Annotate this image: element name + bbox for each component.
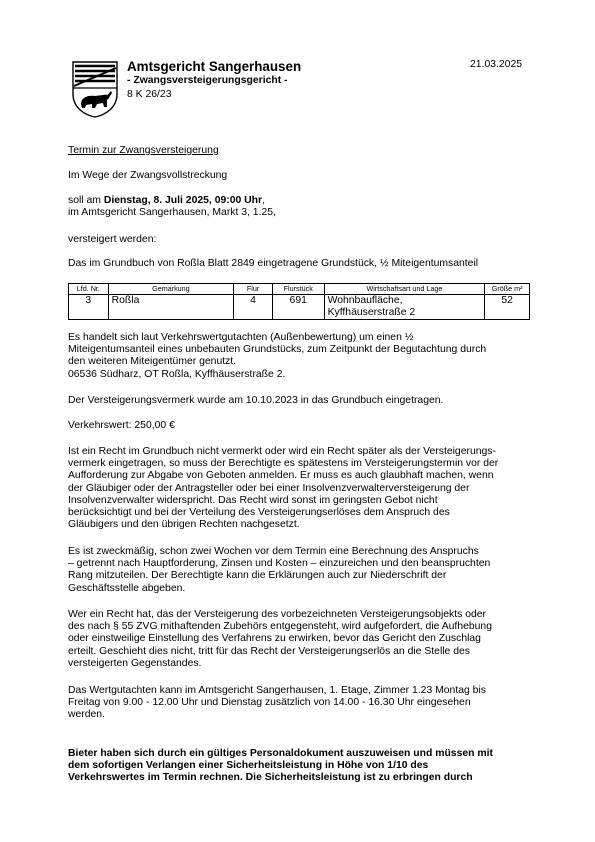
text-line: Ist ein Recht im Grundbuch nicht vermerkt oder wird ein Recht später als der Versteigerungs- bbox=[68, 446, 496, 457]
cell-lage-line-2: Kyffhäuserstraße 2 bbox=[327, 307, 416, 319]
text-line: 06536 Südharz, OT Roßla, Kyffhäuserstraße 2. bbox=[68, 368, 286, 380]
cell-flur: 4 bbox=[234, 295, 273, 320]
document-date: 21.03.2025 bbox=[470, 59, 523, 70]
document-title: Termin zur Zwangsversteigerung bbox=[68, 145, 219, 156]
court-name: Amtsgericht Sangerhausen bbox=[127, 59, 302, 74]
property-intro: Das im Grundbuch von Roßla Blatt 2849 eingetragene Grundstück, ½ Miteigentumsanteil bbox=[68, 258, 479, 269]
court-subtitle: - Zwangsversteigerungsgericht - bbox=[127, 75, 288, 86]
text-line: den weiteren Miteigentümer genutzt. bbox=[68, 356, 237, 368]
appointment-block bbox=[68, 195, 528, 219]
text-line: Geschäftsstelle abgeben. bbox=[68, 582, 186, 594]
cell-flurstueck: 691 bbox=[272, 295, 324, 320]
text-line: der Gläubiger oder der Antragsteller oder bei einer Insolvenzverwalterversteigerung der bbox=[68, 482, 470, 494]
text-line: Es handelt sich laut Verkehrswertgutachten (Außenbewertung) um einen ½ bbox=[68, 332, 414, 343]
text-line: Miteigentumsanteil eines unbebauten Grundstücks, zum Zeitpunkt der Begutachtung durch bbox=[68, 344, 487, 356]
text-line: oder einstweilige Einstellung des Verfahrens zu erwirken, bevor das Gericht den Zuschlag bbox=[68, 633, 481, 645]
header-wirtschaftsart: Wirtschaftsart und Lage bbox=[324, 284, 485, 295]
property-table bbox=[68, 283, 530, 320]
appointment-prefix: soll am bbox=[68, 195, 104, 206]
cell-wirtschaftsart bbox=[324, 295, 485, 320]
text-line: Verkehrswertes im Termin rechnen. Die Sicherheitsleistung ist zu erbringen durch bbox=[68, 772, 473, 784]
header-lfd-nr: Lfd. Nr. bbox=[69, 284, 109, 295]
text-line: Aufforderung zur Abgabe von Geboten anmelden. Er muss es auch glaubhaft machen, wenn bbox=[68, 470, 494, 482]
cell-lfd-nr: 3 bbox=[69, 295, 109, 320]
text-line: Es ist zweckmäßig, schon zwei Wochen vor dem Termin eine Berechnung des Anspruchs bbox=[68, 546, 479, 557]
paragraph-bidder-requirements bbox=[68, 748, 528, 785]
text-line: Freitag von 9.00 - 12.00 Uhr und Dienstag zusätzlich von 14.00 - 16.30 Uhr eingesehen bbox=[68, 697, 471, 709]
market-value: Verkehrswert: 250,00 € bbox=[68, 420, 175, 431]
case-number: 8 K 26/23 bbox=[127, 89, 172, 100]
header-groesse: Größe m² bbox=[485, 284, 530, 295]
text-line: Gläubigers und den übrigen Rechten nachgesetzt. bbox=[68, 519, 300, 531]
intro-text: Im Wege der Zwangsvollstreckung bbox=[68, 170, 228, 181]
text-line: Wer ein Recht hat, das der Versteigerung des vorbezeichneten Versteigerungsobjekts oder bbox=[68, 609, 486, 620]
header-flurstueck: Flurstück bbox=[272, 284, 324, 295]
text-line: – getrennt nach Hauptforderung, Zinsen und Kosten – einzureichen und den beanspruchten bbox=[68, 558, 491, 570]
text-line: werden. bbox=[68, 709, 105, 721]
appointment-date: Dienstag, 8. Juli 2025, 09:00 Uhr bbox=[103, 195, 263, 206]
cell-gemarkung: Roßla bbox=[108, 295, 234, 320]
cell-lage-line-1: Wohnbaufläche, bbox=[327, 295, 403, 306]
text-line: Bieter haben sich durch ein gültiges Personaldokument auszuweisen und müssen mit bbox=[68, 748, 493, 759]
text-line: versteigerten Gegenstandes. bbox=[68, 657, 202, 669]
text-line: Rang mitzuteilen. Der Berechtigte kann die Erklärungen auch zur Niederschrift der bbox=[68, 570, 447, 582]
auction-line: versteigert werden: bbox=[68, 234, 157, 245]
text-line: vermerk eingetragen, so muss der Berechtigte es spätestens im Versteigerungstermin vor der bbox=[68, 458, 499, 470]
text-line: dem sofortigen Verlangen einer Sicherheitsleistung in Höhe von 1/10 des bbox=[68, 760, 429, 772]
text-line: berücksichtigt und bei der Verteilung des Versteigerungserlöses dem Anspruch des bbox=[68, 507, 450, 519]
text-line: Insolvenzverwalter widerspricht. Das Recht wird sonst im geringsten Gebot nicht bbox=[68, 494, 438, 506]
table-row bbox=[69, 295, 530, 320]
text-line: erteilt. Geschieht dies nicht, tritt für das Recht der Versteigerungserlös an die Stelle des bbox=[68, 645, 470, 657]
text-line: des nach § 55 ZVG mithaftenden Zubehörs entgegensteht, wird aufgefordert, die Aufhebung bbox=[68, 621, 492, 633]
paragraph-rights-notice bbox=[68, 446, 528, 531]
text-line: Das Wertgutachten kann im Amtsgericht Sangerhausen, 1. Etage, Zimmer 1.23 Montag bis bbox=[68, 685, 486, 696]
paragraph-description bbox=[68, 332, 528, 381]
paragraph-registration: Der Versteigerungsvermerk wurde am 10.10.2023 in das Grundbuch eingetragen. bbox=[68, 395, 444, 406]
cell-groesse: 52 bbox=[485, 295, 530, 320]
appointment-location: im Amtsgericht Sangerhausen, Markt 3, 1.25, bbox=[68, 207, 276, 219]
appointment-suffix: , bbox=[262, 195, 265, 206]
paragraph-objection bbox=[68, 609, 528, 670]
coat-of-arms-icon bbox=[71, 60, 119, 118]
header-flur: Flur bbox=[234, 284, 273, 295]
header-gemarkung: Gemarkung bbox=[108, 284, 234, 295]
paragraph-claim-calculation bbox=[68, 546, 528, 595]
paragraph-appraisal-inspection bbox=[68, 685, 528, 722]
table-header-row bbox=[69, 284, 530, 295]
